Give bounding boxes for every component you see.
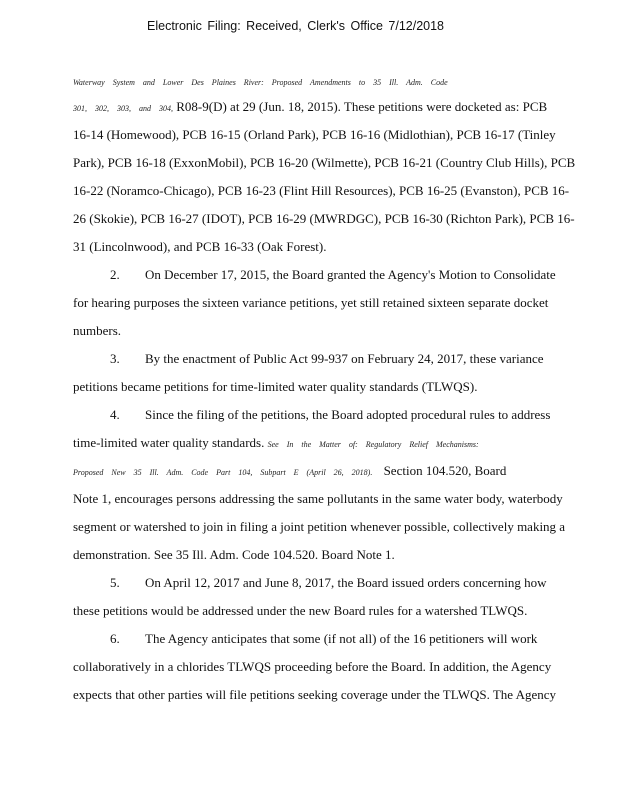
paragraph-3-line-1 <box>73 351 544 367</box>
paragraph-text: By the enactment of Public Act 99-937 on February 24, 2017, these variance <box>145 351 544 366</box>
citation-line-1 <box>73 73 448 89</box>
paragraph-text: On April 12, 2017 and June 8, 2017, the Board issued orders concerning how <box>145 575 547 590</box>
docket-line-2: Park), PCB 16-18 (ExxonMobil), PCB 16-20 (Wilmette), PCB 16-21 (Country Club Hills), PCB <box>73 155 576 170</box>
paragraph-text: Since the filing of the petitions, the Board adopted procedural rules to address <box>145 407 551 422</box>
paragraph-number: 5. <box>110 575 120 590</box>
paragraph-text: On December 17, 2015, the Board granted the Agency's Motion to Consolidate <box>145 267 556 282</box>
paragraph-2-line-1 <box>73 267 556 283</box>
docket-line-5: 31 (Lincolnwood), and PCB 16-33 (Oak Forest). <box>73 239 327 254</box>
docket-line-1: 16-14 (Homewood), PCB 16-15 (Orland Park), PCB 16-16 (Midlothian), PCB 16-17 (Tinley <box>73 127 556 142</box>
citation-part-1: Waterway System and Lower Des Plaines River: Proposed Amendments to 35 Ill. Adm. Code <box>73 78 448 87</box>
filing-header: Electronic Filing: Received, Clerk's Office 7/12/2018 <box>147 19 445 33</box>
docket-line-0: R08-9(D) at 29 (Jun. 18, 2015). These petitions were docketed as: PCB <box>176 99 548 114</box>
paragraph-2-line-2: for hearing purposes the sixteen variance petitions, yet still retained sixteen separate docket <box>73 295 549 310</box>
paragraph-5-line-1 <box>73 575 547 591</box>
paragraph-4-line-4: Note 1, encourages persons addressing the same pollutants in the same water body, waterbody <box>73 491 563 506</box>
text-line <box>73 99 547 115</box>
paragraph-2-line-3: numbers. <box>73 323 122 338</box>
paragraph-number: 3. <box>110 351 120 366</box>
paragraph-6-line-2: collaboratively in a chlorides TLWQS proceeding before the Board. In addition, the Agency <box>73 659 552 674</box>
citation-part-2: 301, 302, 303, and 304, <box>73 104 173 113</box>
docket-line-4: 26 (Skokie), PCB 16-27 (IDOT), PCB 16-29 (MWRDGC), PCB 16-30 (Richton Park), PCB 16- <box>73 211 575 226</box>
see-citation: See In the Matter of: Regulatory Relief Mechanisms: <box>267 440 479 449</box>
paragraph-text: The Agency anticipates that some (if not all) of the 16 petitioners will work <box>145 631 538 646</box>
paragraph-number: 2. <box>110 267 120 282</box>
paragraph-4-line-5: segment or watershed to join in filing a joint petition whenever possible, collectively making a <box>73 519 566 534</box>
paragraph-6-line-1 <box>73 631 537 647</box>
paragraph-3-line-2: petitions became petitions for time-limited water quality standards (TLWQS). <box>73 379 478 394</box>
paragraph-4-line-6: demonstration. See 35 Ill. Adm. Code 104.520. Board Note 1. <box>73 547 395 562</box>
docket-line-3: 16-22 (Noramco-Chicago), PCB 16-23 (Flint Hill Resources), PCB 16-25 (Evanston), PCB 16- <box>73 183 570 198</box>
paragraph-text: Section 104.520, Board <box>383 463 507 478</box>
paragraph-4-line-1 <box>73 407 550 423</box>
paragraph-4-line-3 <box>73 463 506 479</box>
paragraph-6-line-3: expects that other parties will file petitions seeking coverage under the TLWQS. The Agency <box>73 687 557 702</box>
rulemaking-citation: Proposed New 35 Ill. Adm. Code Part 104, Subpart E (April 26, 2018). <box>73 468 373 477</box>
paragraph-4-line-2 <box>73 435 479 451</box>
paragraph-number: 4. <box>110 407 120 422</box>
paragraph-number: 6. <box>110 631 120 646</box>
paragraph-5-line-2: these petitions would be addressed under the new Board rules for a watershed TLWQS. <box>73 603 528 618</box>
paragraph-text: time-limited water quality standards. <box>73 435 265 450</box>
